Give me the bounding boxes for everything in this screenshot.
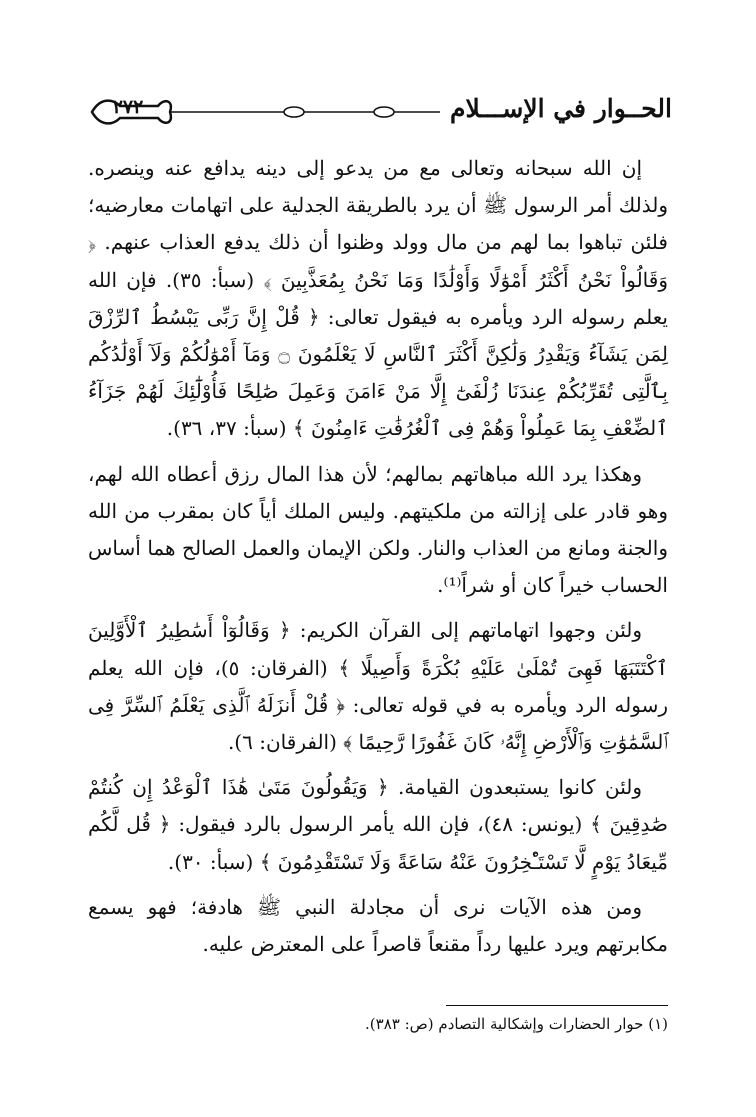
main-text xyxy=(88,150,668,963)
paragraph: إن الله سبحانه وتعالى مع من يدعو إلى دينه يدافع عنه وينصره. ولذلك أمر الرسول ﷺ أن يرد بالطريقة الجدلية على اتهامات معارضيه؛ فلئن تباهوا بما لهم من مال وولد وظنوا أن ذلك يدفع العذاب عنهم. ﴿ وَقَالُواْ نَحْنُ أَكْثَرُ أَمْوَٰلًا وَأَوْلَٰدًا وَمَا نَحْنُ بِمُعَذَّبِينَ ﴾ (سبأ: ٣٥). فإن الله يعلم رسوله الرد ويأمره به فيقول تعالى: ﴿ قُلْ إِنَّ رَبِّى يَبْسُطُ ٱلرِّزْقَ لِمَن يَشَآءُ وَيَقْدِرُ وَلَٰكِنَّ أَكْثَرَ ٱلنَّاسِ لَا يَعْلَمُونَ ۝ وَمَآ أَمْوَٰلُكُمْ وَلَآ أَوْلَٰدُكُم بِٱلَّتِى تُقَرِّبُكُمْ عِندَنَا زُلْفَىٰٓ إِلَّا مَنْ ءَامَنَ وَعَمِلَ صَٰلِحًا فَأُوْلَٰٓئِكَ لَهُمْ جَزَآءُ ٱلضِّعْفِ بِمَا عَمِلُواْ وَهُمْ فِى ٱلْغُرُفَٰتِ ءَامِنُونَ ﴾ (سبأ: ٣٧، ٣٦). xyxy=(88,156,668,441)
running-header xyxy=(86,90,672,138)
paragraph: ولئن وجهوا اتهاماتهم إلى القرآن الكريم: ﴿ وَقَالُوٓاْ أَسَٰطِيرُ ٱلْأَوَّلِينَ ٱكْتَتَبَهَا فَهِىَ تُمْلَىٰ عَلَيْهِ بُكْرَةً وَأَصِيلًا ﴾ (الفرقان: ٥)، فإن الله يعلم رسوله الرد ويأمره به في قوله تعالى: ﴿ قُلْ أَنزَلَهُ ٱلَّذِى يَعْلَمُ ٱلسِّرَّ فِى ٱلسَّمَٰوَٰتِ وَٱلْأَرْضِ إِنَّهُۥ كَانَ غَفُورًا رَّحِيمًا ﴾ (الفرقان: ٦). xyxy=(88,618,668,755)
page-title: الحــوار في الإســـلام xyxy=(440,94,672,123)
footnote-divider xyxy=(446,1005,668,1006)
footnote: (١) حوار الحضارات وإشكالية التصادم (ص: ٣٨٣). xyxy=(365,1015,668,1033)
page-number: ٢٧٢ xyxy=(112,96,144,118)
paragraph: ومن هذه الآيات نرى أن مجادلة النبي ﷺ هادفة؛ فهو يسمع مكابرتهم ويرد عليها رداً مقنعاً قاصراً على المعترض عليه. xyxy=(88,894,668,957)
paragraph: وهكذا يرد الله مباهاتهم بمالهم؛ لأن هذا المال رزق أعطاه الله لهم، وهو قادر على إزالته من ملكيتهم. وليس الملك أياً كان بمقرب من الله والجنة ومانع من العذاب والنار. ولكن الإيمان والعمل الصالح هما أساس الحساب خيراً كان أو شراً⁽¹⁾. xyxy=(88,461,668,598)
paragraph: ولئن كانوا يستبعدون القيامة. ﴿ وَيَقُولُونَ مَتَىٰ هَٰذَا ٱلْوَعْدُ إِن كُنتُمْ صَٰدِقِينَ ﴾ (يونس: ٤٨)، فإن الله يأمر الرسول بالرد فيقول: ﴿ قُل لَّكُم مِّيعَادُ يَوْمٍ لَّا تَسْتَـْٔخِرُونَ عَنْهُ سَاعَةً وَلَا تَسْتَقْدِمُونَ ﴾ (سبأ: ٣٠). xyxy=(88,775,668,874)
